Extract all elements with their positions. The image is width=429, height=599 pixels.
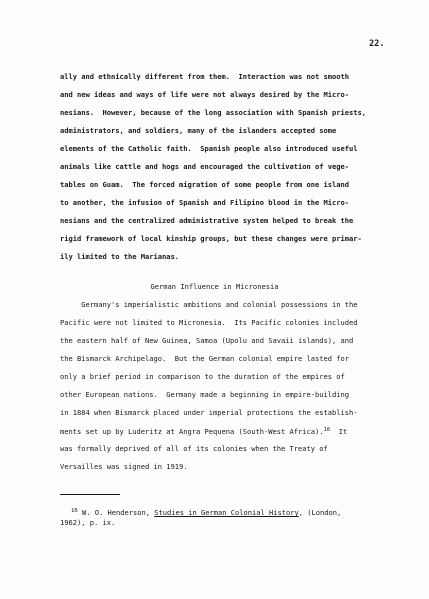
text-line: in 1884 when Bismarck placed under imperial protections the establish- — [60, 408, 358, 417]
text-line: nesians and the centralized administrative system helped to break the — [60, 216, 354, 225]
text-line: only a brief period in comparison to the duration of the empires of — [60, 372, 345, 381]
page-number: 22. — [369, 39, 385, 49]
text-line: other European nations. Germany made a beginning in empire-building — [60, 390, 350, 399]
footnote-separator — [60, 494, 120, 495]
text-line: administrators, and soldiers, many of the islanders accepted some — [60, 126, 337, 135]
footnote-marker: 16 — [323, 427, 331, 433]
text-line: was formally deprived of all of its colonies when the Treaty of — [60, 444, 328, 453]
text-line: tables on Guam. The forced migration of some people from one island — [60, 180, 350, 189]
footnote-line — [71, 507, 341, 517]
text-line: ily limited to the Marianas. — [60, 252, 180, 261]
text-line: Versailles was signed in 1919. — [60, 462, 188, 471]
section-heading: German Influence in Micronesia — [150, 282, 279, 291]
text-line: elements of the Catholic faith. Spanish people also introduced useful — [60, 144, 358, 153]
text-line: the eastern half of New Guinea, Samoa (Upolu and Savaii islands), and — [60, 336, 354, 345]
text-line: animals like cattle and hogs and encouraged the cultivation of vege- — [60, 162, 350, 171]
text-segment: It — [330, 427, 348, 436]
text-line: and new ideas and ways of life were not always desired by the Micro- — [60, 90, 350, 99]
text-line: Germany's imperialistic ambitions and colonial possessions in the — [60, 300, 358, 309]
text-line: Pacific were not limited to Micronesia. Its Pacific colonies included — [60, 318, 358, 327]
footnote-author: W. O. Henderson, — [77, 508, 155, 517]
footnote-number: 16 — [71, 508, 78, 514]
footnote-book-title: Studies in German Colonial History — [154, 508, 299, 517]
text-line: the Bismarck Archipelago. But the German colonial empire lasted for — [60, 354, 350, 363]
text-line-with-footnote — [60, 426, 347, 436]
text-segment: ments set up by Luderitz at Angra Pequena (South-West Africa). — [60, 427, 324, 436]
footnote-line: 1962), p. ix. — [60, 518, 116, 527]
text-line: rigid framework of local kinship groups, but these changes were primar- — [60, 234, 362, 243]
text-line: ally and ethnically different from them. Interaction was not smooth — [60, 72, 350, 81]
text-line: nesians. However, because of the long association with Spanish priests, — [60, 108, 367, 117]
text-line: to another, the infusion of Spanish and Filipino blood in the Micro- — [60, 198, 350, 207]
footnote-publication: , (London, — [298, 508, 342, 517]
